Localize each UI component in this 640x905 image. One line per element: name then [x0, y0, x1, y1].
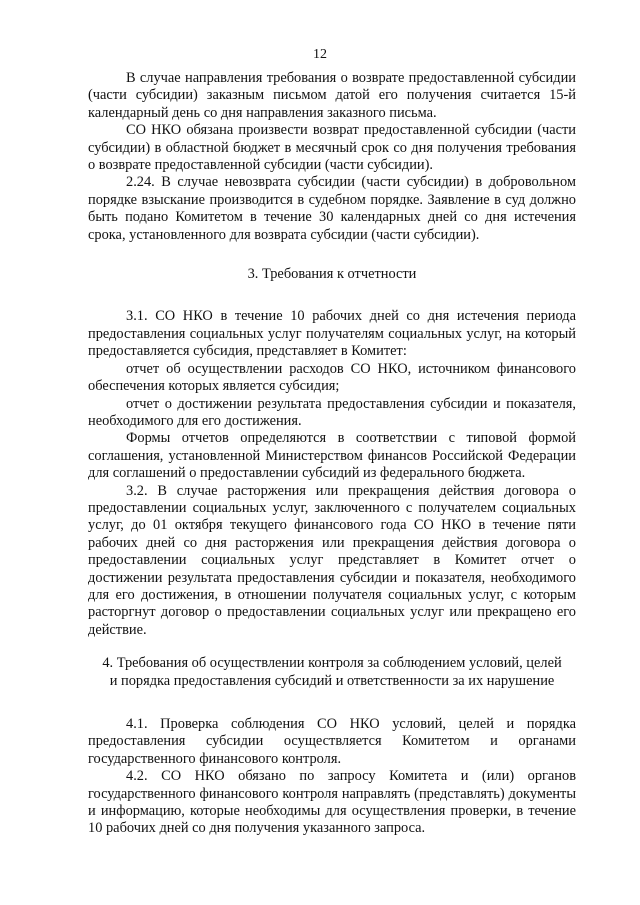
paragraph-return-obligation: СО НКО обязана произвести возврат предоставленной субсидии (части субсидии) в областной бюджет в месячный срок со дня получения требования о возврате предоставленной субсидии (части субсидии).: [88, 122, 576, 174]
paragraph-3-1: 3.1. СО НКО в течение 10 рабочих дней со дня истечения периода предоставления социальных услуг получателям социальных услуг, на который предоставляется субсидия, представляет в Комитет:: [88, 308, 576, 360]
paragraph-return-by-letter: В случае направления требования о возврате предоставленной субсидии (части субсидии) заказным письмом датой его получения считается 15-й календарный день со дня направления заказного письма.: [88, 70, 576, 121]
section-4-heading: [88, 655, 576, 690]
section-4-heading-line-2: и порядка предоставления субсидий и ответственности за их нарушение: [109, 672, 555, 689]
paragraph-3-2: 3.2. В случае расторжения или прекращения действия договора о предоставлении социальных услуг, заключенного с получателем социальных услуг, до 01 октября текущего финансового года СО НКО в течение пяти рабочих дней со дня расторжения или прекращения действия договора о предоставлении социальных услуг представляет в Комитет отчет о достижении результата предоставления субсидии и показателя, необходимого для его достижения, в отношении получателя социальных услуг, с которым расторгнут договор о предоставлении социальных услуг или прекращено его действие.: [88, 482, 576, 638]
paragraph-4-2: 4.2. СО НКО обязано по запросу Комитета и (или) органов государственного финансового контроля направлять (представлять) документы и информацию, которые необходимы для осуществления проверки, в течение 10 рабочих дней со дня получения указанного запроса.: [88, 768, 576, 837]
section-4-heading-line-1: 4. Требования об осуществлении контроля за соблюдением условий, целей: [102, 655, 562, 672]
section-3-heading: 3. Требования к отчетности: [247, 266, 417, 283]
paragraph-result-report: отчет о достижении результата предоставления субсидии и показателя, необходимого для его достижения.: [88, 395, 576, 429]
paragraph-2-24: 2.24. В случае невозврата субсидии (части субсидии) в добровольном порядке взыскание производится в судебном порядке. Заявление в суд должно быть подано Комитетом в течение 30 календарных дней со дня истечения срока, установленного для возврата субсидии (части субсидии).: [88, 174, 576, 243]
paragraph-4-1: 4.1. Проверка соблюдения СО НКО условий, целей и порядка предоставления субсидии осуществляется Комитетом и органами государственного финансового контроля.: [88, 716, 576, 767]
paragraph-report-forms: Формы отчетов определяются в соответствии с типовой формой соглашения, установленной Министерством финансов Российской Федерации для соглашений о предоставлении субсидий из федерального бюджета.: [88, 430, 576, 482]
page-number: 12: [313, 47, 327, 62]
document-body: [88, 70, 576, 838]
paragraph-expense-report: отчет об осуществлении расходов СО НКО, источником финансового обеспечения которых является субсидия;: [88, 360, 576, 395]
